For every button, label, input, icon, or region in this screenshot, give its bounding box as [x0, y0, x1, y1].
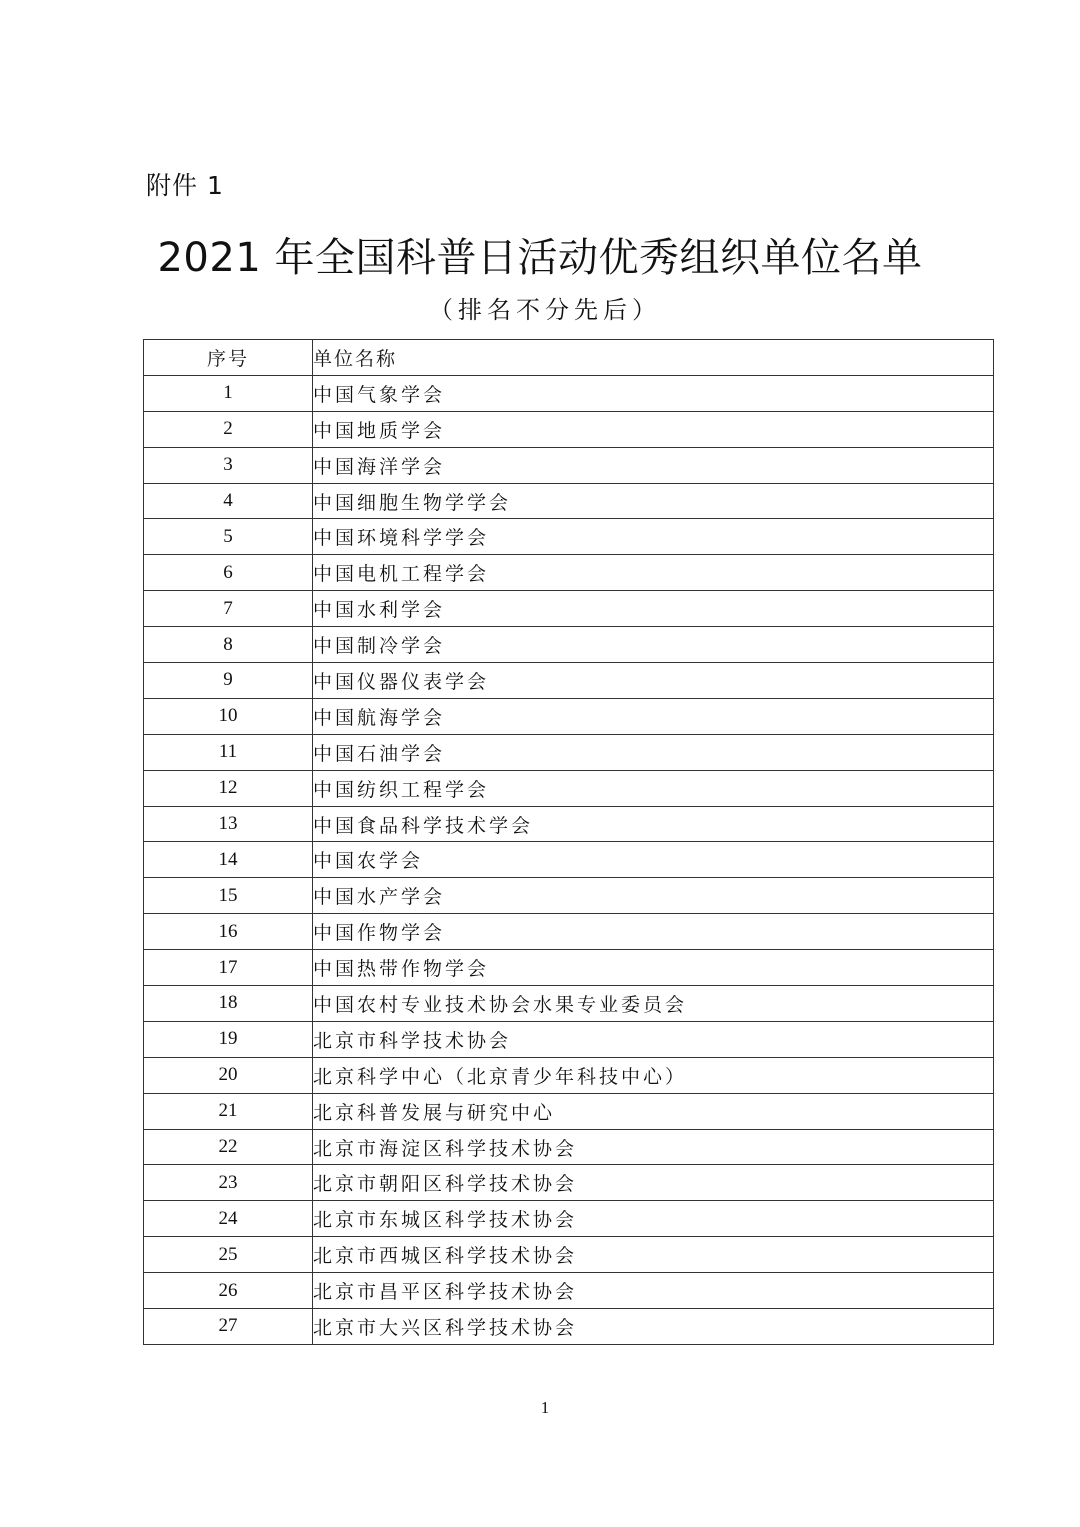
- table-row: [144, 1165, 994, 1201]
- row-number: 14: [144, 842, 313, 878]
- table-row: [144, 806, 994, 842]
- organization-name: 中国纺织工程学会: [313, 770, 994, 806]
- organization-name: 中国作物学会: [313, 914, 994, 950]
- table-row: [144, 1237, 994, 1273]
- row-number: 12: [144, 770, 313, 806]
- organization-name: 中国制冷学会: [313, 627, 994, 663]
- row-number: 20: [144, 1057, 313, 1093]
- table-row: [144, 627, 994, 663]
- attachment-label: 附件 1: [146, 171, 224, 200]
- row-number: 15: [144, 878, 313, 914]
- table-row: [144, 770, 994, 806]
- row-number: 3: [144, 447, 313, 483]
- row-number: 17: [144, 950, 313, 986]
- organization-name: 中国水利学会: [313, 591, 994, 627]
- row-number: 23: [144, 1165, 313, 1201]
- organization-name: 中国海洋学会: [313, 447, 994, 483]
- table-row: [144, 663, 994, 699]
- organization-name: 北京市西城区科学技术协会: [313, 1237, 994, 1273]
- header-number: 序号: [144, 340, 313, 376]
- row-number: 27: [144, 1309, 313, 1345]
- organization-name: 北京市海淀区科学技术协会: [313, 1129, 994, 1165]
- row-number: 21: [144, 1093, 313, 1129]
- table-row: [144, 1093, 994, 1129]
- organization-table: [143, 339, 994, 1345]
- organization-name: 中国水产学会: [313, 878, 994, 914]
- organization-name: 中国农村专业技术协会水果专业委员会: [313, 986, 994, 1022]
- table-row: [144, 519, 994, 555]
- organization-name: 北京市科学技术协会: [313, 1021, 994, 1057]
- table-row: [144, 950, 994, 986]
- table-row: [144, 483, 994, 519]
- row-number: 4: [144, 483, 313, 519]
- organization-name: 中国仪器仪表学会: [313, 663, 994, 699]
- table-row: [144, 698, 994, 734]
- row-number: 5: [144, 519, 313, 555]
- table-row: [144, 1021, 994, 1057]
- row-number: 11: [144, 734, 313, 770]
- organization-name: 中国热带作物学会: [313, 950, 994, 986]
- organization-name: 中国石油学会: [313, 734, 994, 770]
- row-number: 13: [144, 806, 313, 842]
- organization-name: 中国地质学会: [313, 411, 994, 447]
- table-body: [144, 375, 994, 1344]
- organization-name: 北京科普发展与研究中心: [313, 1093, 994, 1129]
- row-number: 9: [144, 663, 313, 699]
- table-row: [144, 1273, 994, 1309]
- document-subtitle: （排名不分先后）: [429, 296, 661, 324]
- table-row: [144, 1129, 994, 1165]
- row-number: 6: [144, 555, 313, 591]
- table-row: [144, 375, 994, 411]
- table-row: [144, 1057, 994, 1093]
- row-number: 8: [144, 627, 313, 663]
- document-title: 2021 年全国科普日活动优秀组织单位名单: [157, 235, 923, 281]
- organization-name: 中国航海学会: [313, 698, 994, 734]
- table-row: [144, 842, 994, 878]
- table-row: [144, 447, 994, 483]
- row-number: 2: [144, 411, 313, 447]
- row-number: 10: [144, 698, 313, 734]
- row-number: 18: [144, 986, 313, 1022]
- organization-name: 北京市大兴区科学技术协会: [313, 1309, 994, 1345]
- row-number: 16: [144, 914, 313, 950]
- table-header-row: [144, 340, 994, 376]
- table-row: [144, 914, 994, 950]
- table-row: [144, 591, 994, 627]
- header-name: 单位名称: [313, 340, 994, 376]
- table-row: [144, 734, 994, 770]
- row-number: 1: [144, 375, 313, 411]
- table-row: [144, 1201, 994, 1237]
- organization-name: 北京市东城区科学技术协会: [313, 1201, 994, 1237]
- table-row: [144, 555, 994, 591]
- row-number: 24: [144, 1201, 313, 1237]
- row-number: 25: [144, 1237, 313, 1273]
- table-row: [144, 986, 994, 1022]
- row-number: 26: [144, 1273, 313, 1309]
- table-row: [144, 1309, 994, 1345]
- row-number: 19: [144, 1021, 313, 1057]
- page-number: 1: [540, 1398, 550, 1417]
- table-row: [144, 411, 994, 447]
- row-number: 22: [144, 1129, 313, 1165]
- organization-name: 北京市昌平区科学技术协会: [313, 1273, 994, 1309]
- organization-name: 中国环境科学学会: [313, 519, 994, 555]
- organization-name: 北京科学中心（北京青少年科技中心）: [313, 1057, 994, 1093]
- organization-name: 中国电机工程学会: [313, 555, 994, 591]
- organization-name: 中国气象学会: [313, 375, 994, 411]
- organization-name: 中国细胞生物学学会: [313, 483, 994, 519]
- organization-name: 中国食品科学技术学会: [313, 806, 994, 842]
- table-row: [144, 878, 994, 914]
- organization-name: 中国农学会: [313, 842, 994, 878]
- organization-name: 北京市朝阳区科学技术协会: [313, 1165, 994, 1201]
- row-number: 7: [144, 591, 313, 627]
